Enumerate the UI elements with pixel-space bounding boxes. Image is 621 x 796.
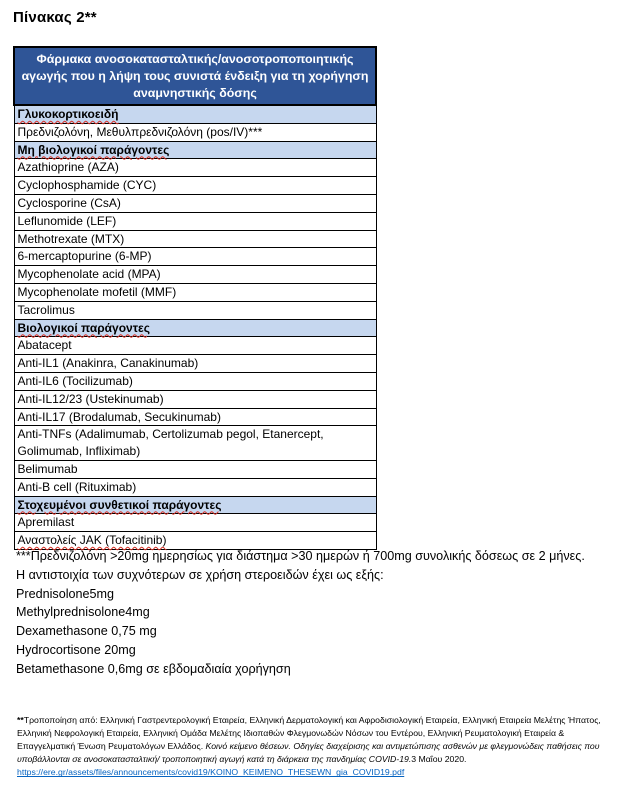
- footnote-date: 3 Μαΐου 2020.: [411, 754, 467, 765]
- footnote-text: Τροποποίηση από: Ελληνική Γαστρεντερολογική Εταιρεία, Ελληνική Δερματολογική και Αφροδισιολογική Εταιρεία, Ελληνική Εταιρεία Μελέτης Ήπατος, Ελληνική Νεφρολογική Εταιρεία, Ελληνική Ομάδα Μελέτης Ιδιοπαθών Φλεγμονωδών Νόσων του Εντέρου, Ελληνική Ρευματολογική Εταιρεία & Επαγγελματική Ένωση Ρευματολόγων Ελλάδος.: [17, 715, 601, 752]
- equivalence-item: Betamethasone 0,6mg σε εβδομαδιαία χορήγηση: [16, 661, 291, 676]
- table-row: Αναστολείς JAK (Tofacitinib): [14, 532, 376, 550]
- notes-block: [16, 547, 606, 679]
- table-row: Abatacept: [14, 337, 376, 355]
- table-row: Cyclosporine (CsA): [14, 194, 376, 212]
- table-row: Cyclophosphamide (CYC): [14, 177, 376, 195]
- table-row: Anti-IL12/23 (Ustekinumab): [14, 390, 376, 408]
- category-row-targeted-synthetic: Στοχευμένοι συνθετικοί παράγοντες: [14, 496, 376, 514]
- table-header: Φάρμακα ανοσοκατασταλτικής/ανοσοτροποποιητικής αγωγής που η λήψη τους συνιστά ένδειξη για τη χορήγηση αναμνηστικής δόσης: [14, 47, 376, 105]
- drug-table: [13, 46, 377, 550]
- table-row: Belimumab: [14, 460, 376, 478]
- table-row: Tacrolimus: [14, 301, 376, 319]
- footnote-italic-text: Κοινό κείμενο θέσεων. Οδηγίες διαχείρισης και αντιμετώπισης ασθενών με φλεγμονώδεις παθήσεις που υποβάλλονται σε ανοσοκατασταλτική/ τροποποιητική αγωγή κατά τη διάρκεια της πανδημίας COVID-19.: [17, 741, 600, 765]
- footnote-link[interactable]: https://ere.gr/assets/files/announcements/covid19/KOINO_KEIMENO_THESEWN_gia_COVID19.pdf: [17, 767, 405, 778]
- triple-star-note: ***Πρεδνιζολόνη >20mg ημερησίως για διάστημα >30 ημερών ή 700mg συνολικής δόσεως σε 2 μήνες.: [16, 549, 585, 563]
- page-title: Πίνακας 2**: [13, 9, 97, 26]
- table-row: Mycophenolate acid (MPA): [14, 266, 376, 284]
- equivalence-item: Prednisolone5mg: [16, 586, 115, 601]
- equivalence-item: Methylprednisolone4mg: [16, 605, 150, 620]
- category-row-nonbiologic: Μη βιολογικοί παράγοντες: [14, 141, 376, 159]
- equivalence-item: Hydrocortisone 20mg: [16, 642, 136, 657]
- table-row: Anti-IL1 (Anakinra, Canakinumab): [14, 355, 376, 373]
- table-row: Apremilast: [14, 514, 376, 532]
- table-row: 6-mercaptopurine (6-MP): [14, 248, 376, 266]
- table-row: Leflunomide (LEF): [14, 212, 376, 230]
- category-row-biologic: Βιολογικοί παράγοντες: [14, 319, 376, 337]
- table-row: Azathioprine (AZA): [14, 159, 376, 177]
- equivalence-intro: Η αντιστοιχία των συχνότερων σε χρήση στεροειδών έχει ως εξής:: [16, 567, 384, 582]
- table-row: Anti-TNFs (Adalimumab, Certolizumab pegol, Etanercept, Golimumab, Infliximab): [14, 426, 376, 461]
- equivalence-item: Dexamethasone 0,75 mg: [16, 624, 157, 639]
- table-row: Anti-IL17 (Brodalumab, Secukinumab): [14, 408, 376, 426]
- table-row: Πρεδνιζολόνη, Μεθυλπρεδνιζολόνη (pos/IV)***: [14, 123, 376, 141]
- table-row: Mycophenolate mofetil (MMF): [14, 283, 376, 301]
- table-row: Anti-B cell (Rituximab): [14, 478, 376, 496]
- footnote: [17, 714, 602, 779]
- table-row: Anti-IL6 (Tocilizumab): [14, 372, 376, 390]
- footnote-marker: **: [17, 715, 24, 725]
- table-row: Methotrexate (MTX): [14, 230, 376, 248]
- category-row-glucocorticoids: Γλυκοκορτικοειδή: [14, 105, 376, 123]
